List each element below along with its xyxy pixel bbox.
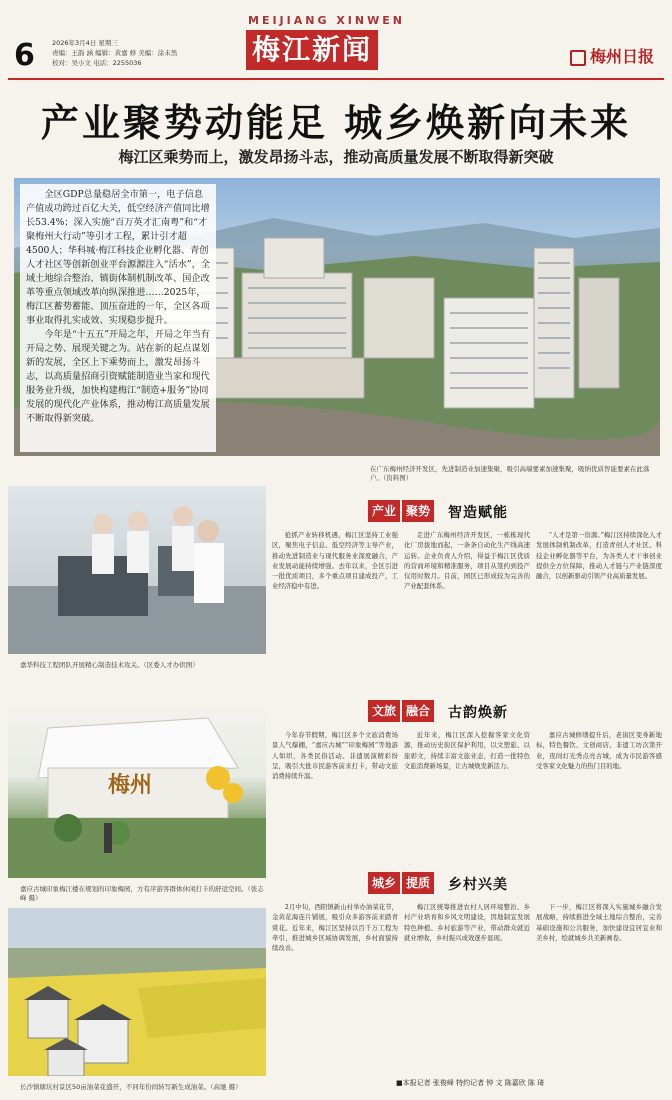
- photo-engineers-lab: [8, 486, 266, 654]
- garden-sign: 梅州: [108, 772, 153, 798]
- proof-line: 校对：吴小文 电话：2255036: [52, 59, 142, 67]
- photo-2-caption: 嘉应古城印象梅江楼在规划的印象梅园，方有序游客群体休闲打卡的舒适空间。（张志峰 摄）: [20, 885, 264, 902]
- section-2-col-3: [536, 730, 662, 860]
- section-3-title: 乡村兴美: [448, 877, 508, 893]
- photo-1-caption: 嘉华科技工程团队开展精心制造技术攻关。（区委人才办供图）: [20, 661, 199, 669]
- section-1-col-3: [536, 530, 662, 690]
- section-2-para-3: 嘉应古城修缮提升后，老街区变身新地标，特色餐饮、文创商店、非遗工坊次第开业，夜间灯光秀点亮古城，成为市民游客感受客家文化魅力的热门目的地。: [536, 731, 662, 770]
- section-1-para-3: “人才是第一资源。”梅江区持续深化人才发展体制机制改革，打造青创人才社区、科技企业孵化器等平台，为各类人才干事创业提供全方位保障，推动人才链与产业链深度融合，以创新驱动引领产业高质量发展。: [536, 531, 662, 581]
- lead-paragraph-1: 全区GDP总量稳居全市第一，电子信息产值成功跨过百亿大关，低空经济产值同比增长53.4%；深入实施“百万英才汇南粤”和“才聚梅州大行动”等引才工程，累计引才超4500人；华科城·梅江科技企业孵化器、青创人才社区等创新创业平台源源注入“活水”，全域土地综合整治、镇街体制机制改革、国企改革等重点领域改革向纵深推进……2025年，梅江区蓄势蓄能、顶压奋进的一年，全区各项事业取得扎实成效、实现稳步提升。: [26, 189, 210, 326]
- photo-3-caption: 长沙镇塘坑村景区50亩油菜花盛开，不同年份间转写新生成油菜。（高驰 摄）: [20, 1083, 242, 1091]
- section-3-para-1: 2月中旬，西阳镇新山村举办油菜花节，金黄花海连片铺展，吸引众多游客前来踏青赏花。近年来，梅江区坚持以百千万工程为牵引，推进城乡区域协调发展，乡村面貌持续改善。: [272, 903, 398, 953]
- brand-name: 梅州日报: [589, 47, 654, 66]
- section-1-col-2: [404, 530, 530, 690]
- section-3-para-2: 梅江区统筹推进农村人居环境整治、乡村产业培育和乡风文明建设，因地制宜发展特色种植、乡村旅游等产业，带动群众就近就业增收，乡村振兴成效逐步显现。: [404, 903, 530, 942]
- masthead-pinyin: MEIJIANG XINWEN: [248, 14, 405, 27]
- section-1-title: 智造赋能: [448, 505, 508, 521]
- section-1-tag: [368, 500, 434, 522]
- masthead: 梅江新闻: [246, 30, 378, 70]
- subheadline: 梅江区乘势而上，激发昂扬斗志，推动高质量发展不断取得新突破: [118, 148, 554, 166]
- section-1-para-2: 走进广东梅州经济开发区，一栋栋现代化厂房拔地而起，一条条自动化生产线高速运转。企业负责人介绍，得益于梅江区优质的营商环境和精准服务，项目从签约到投产仅用时数月。目前，园区已形成较为完善的产业配套体系。: [404, 531, 530, 591]
- section-2-tag-part1: 文旅: [368, 700, 400, 722]
- header-rule: [8, 78, 664, 80]
- section-1-col-1: [272, 530, 398, 690]
- section-3-col-2: [404, 902, 530, 1072]
- section-1-tag-part2: 聚势: [402, 500, 434, 522]
- brand-logo: [570, 44, 654, 67]
- section-2-col-2: [404, 730, 530, 860]
- brand-icon: [570, 50, 586, 66]
- lead-photo-caption: 在广东梅州经济开发区，先进制造业加速集聚，吸引高端要素加速集聚，吸纳优质智能要素在此落户。（资料图）: [370, 465, 650, 482]
- photo-meizhou-garden: [8, 708, 266, 878]
- section-3-tag: [368, 872, 434, 894]
- section-2-title: 古韵焕新: [448, 705, 508, 721]
- lead-paragraph-2: 今年是“十五五”开局之年，开局之年当有开局之势、展现关键之为。站在新的起点谋划新的发展，全区上下乘势而上，激发昂扬斗志，以高质量招商引资赋能制造业当家和现代服务业升级，加快构建梅江“制造+服务”协同发展的现代化产业体系，推动梅江高质量发展不断取得新突破。: [26, 329, 210, 424]
- lead-text-box: [20, 184, 216, 452]
- section-2-col-1: [272, 730, 398, 860]
- section-3-tag-part2: 提质: [402, 872, 434, 894]
- header-meta: [52, 38, 182, 68]
- section-1-tag-part1: 产业: [368, 500, 400, 522]
- section-3-col-3: [536, 902, 662, 1072]
- section-2-tag: [368, 700, 434, 722]
- page-number: 6: [14, 38, 35, 73]
- photo-rapeseed-village: [8, 908, 266, 1076]
- section-2-tag-part2: 融合: [402, 700, 434, 722]
- date-line: 2026年3月4日 星期三: [52, 39, 118, 47]
- section-3-para-3: 下一步，梅江区将深入实施城乡融合发展战略，持续推进全域土地综合整治，完善基础设施和公共服务，加快建设宜居宜业和美乡村，绘就城乡共美新画卷。: [536, 903, 662, 942]
- page-header: [8, 8, 664, 78]
- section-3-col-1: [272, 902, 398, 1072]
- section-2-para-2: 近年来，梅江区深入挖掘客家文化资源，推动历史街区保护利用，以文塑旅、以旅彰文，持续丰富文旅业态，打造一批特色文旅消费新场景，让古城焕发新活力。: [404, 731, 530, 770]
- section-3-tag-part1: 城乡: [368, 872, 400, 894]
- photo-village-scene: [8, 908, 266, 1076]
- section-2-para-1: 今年春节假期，梅江区多个文旅消费场景人气爆棚，“嘉应古城”“印象梅园”等地游人如织，各类民俗活动、非遗展演精彩纷呈，吸引大批市民游客前来打卡，带动文旅消费持续升温。: [272, 731, 398, 781]
- section-1-para-1: 抢抓产业转移机遇，梅江区坚持工业强区，聚焦电子信息、低空经济等主导产业，推动先进制造业与现代服务业深度融合，产业发展动能持续增强。去年以来，全区引进一批优质项目，多个重点项目建成投产，工业经济稳中有进。: [272, 531, 398, 591]
- byline: ■本报记者 张俊峰 特约记者 钟 文 陈嘉欣 陈 琦: [396, 1079, 545, 1087]
- headline: 产业聚势动能足 城乡焕新向未来: [40, 100, 632, 145]
- photo-engineers-scene: [8, 486, 266, 654]
- editor-line: 责编：王韵 涵 编辑：黄嘉 修 美编：涂未然: [52, 49, 178, 57]
